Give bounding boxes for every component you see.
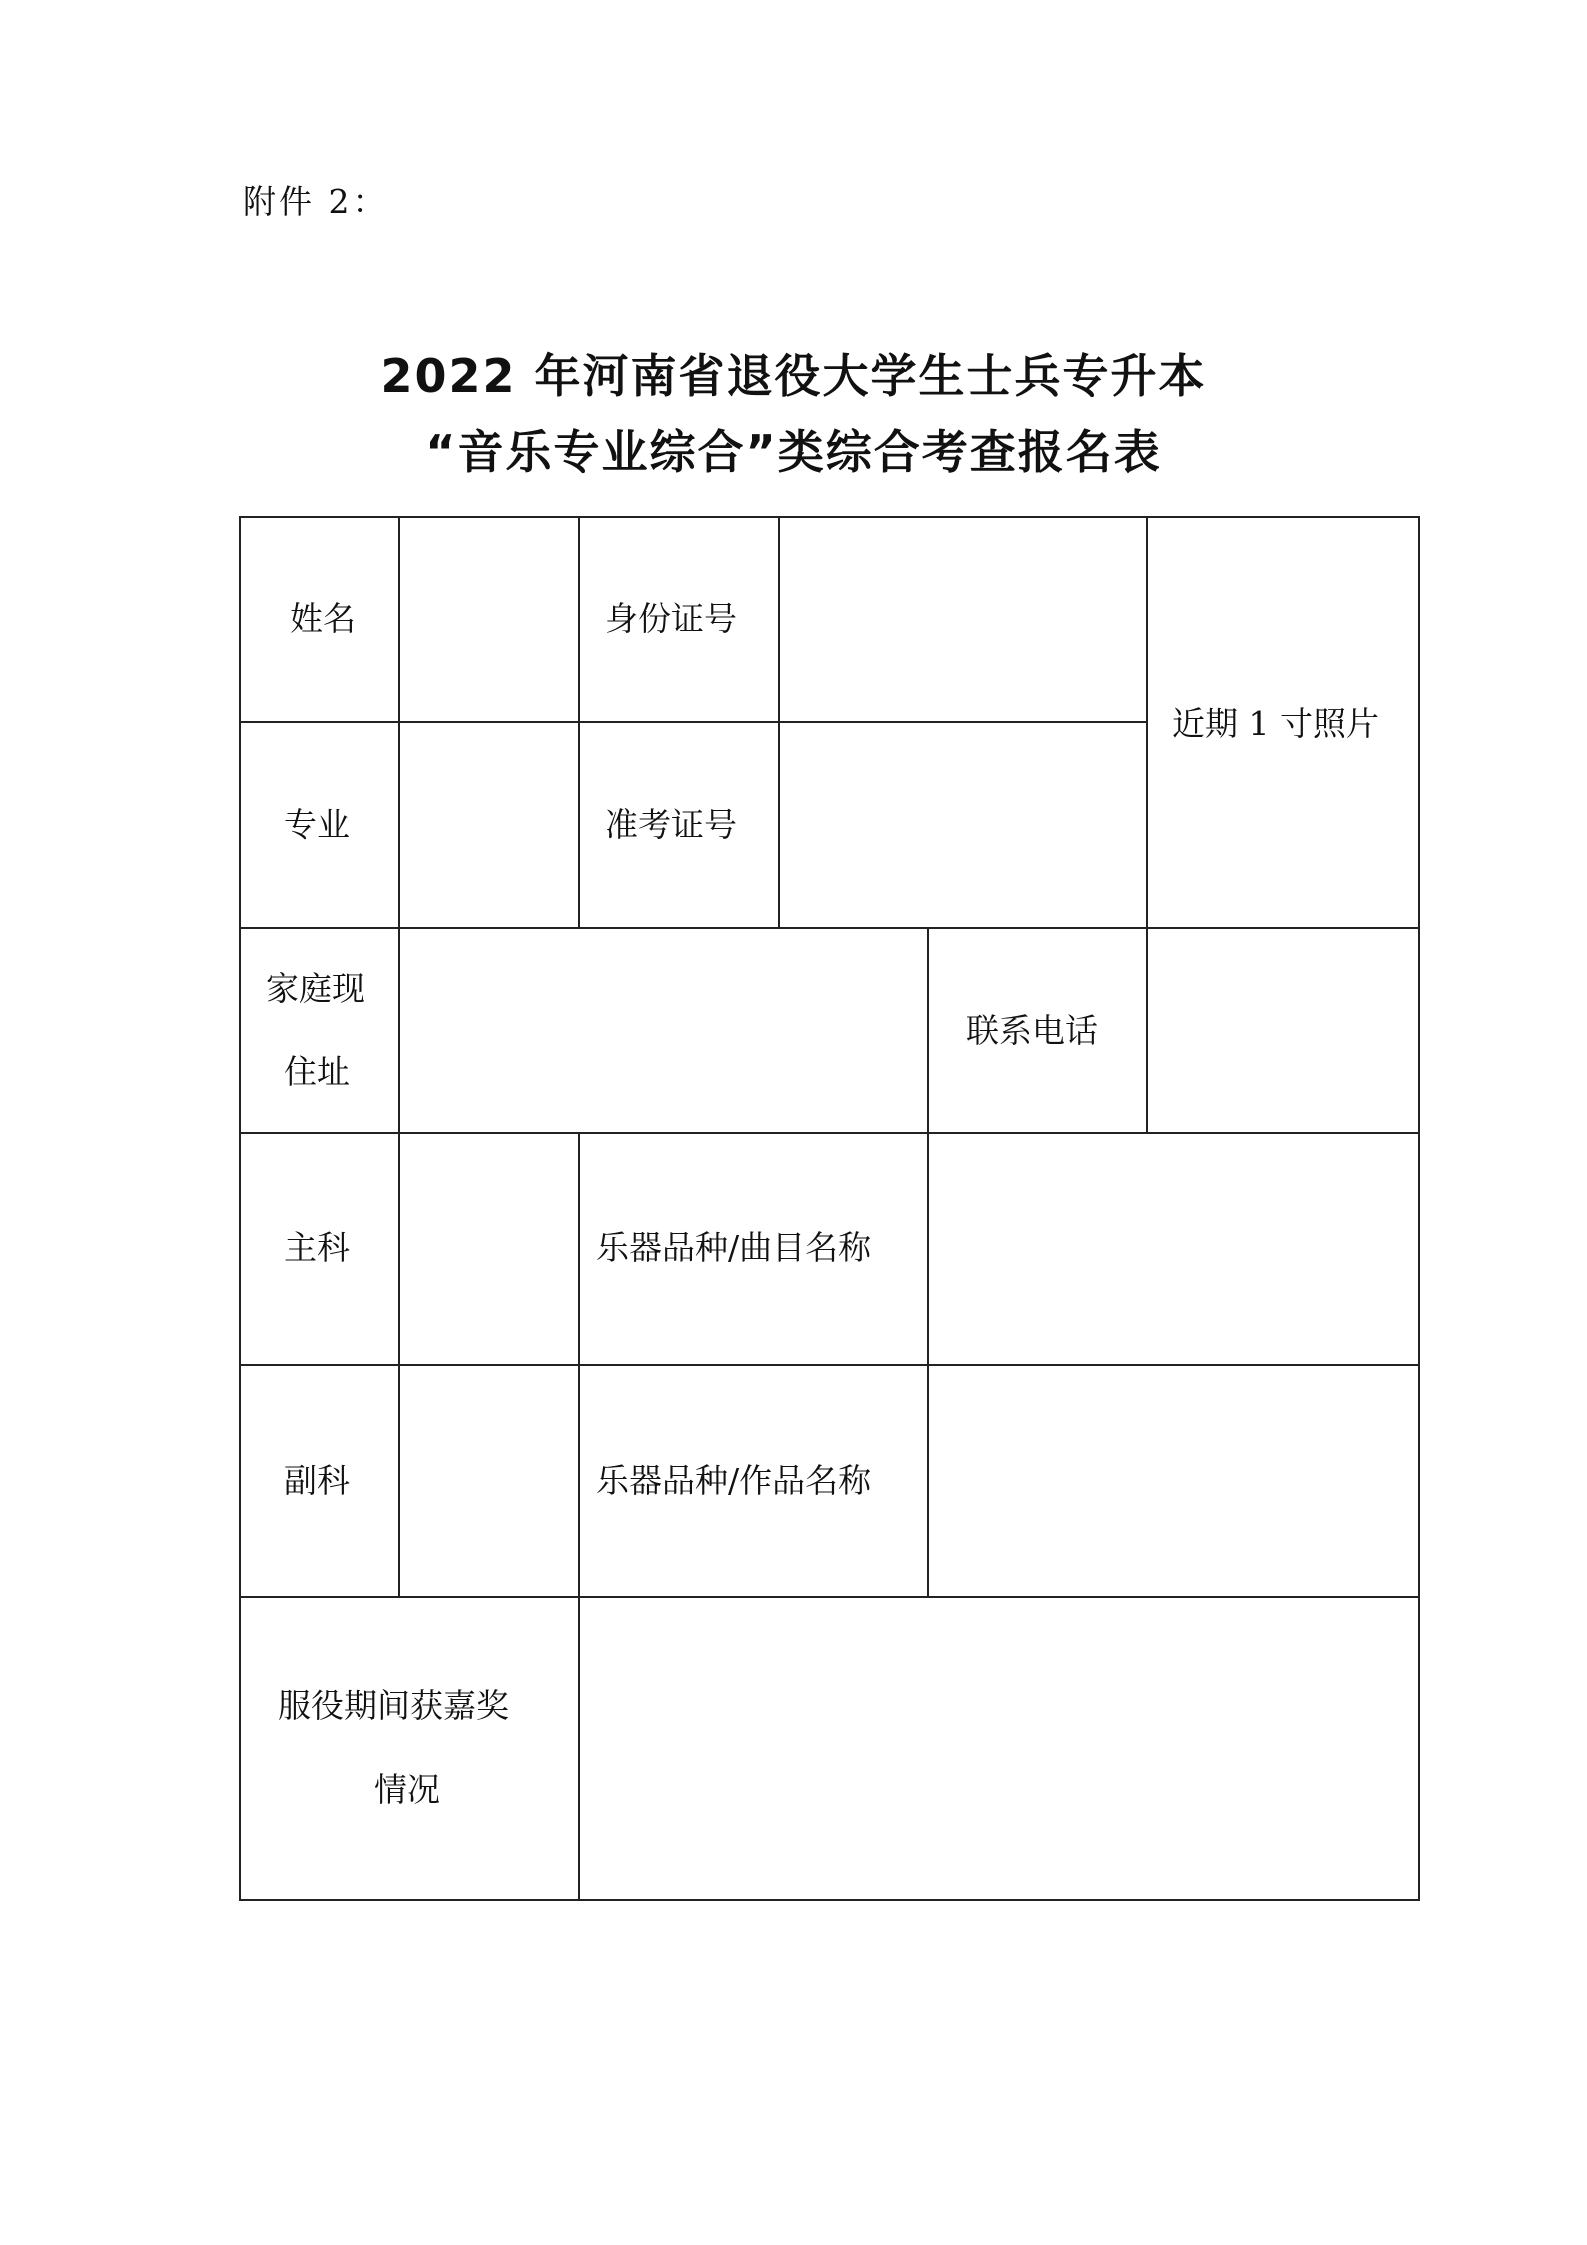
minor-subject-field[interactable] [400,1366,578,1596]
major-label: 专业 [284,805,350,844]
awards-label-line-1: 服役期间获嘉奖 [278,1686,509,1725]
attachment-label: 附件 2： [243,182,389,221]
major-field[interactable] [400,723,578,927]
phone-label: 联系电话 [966,1011,1098,1050]
main-subject-field[interactable] [400,1134,578,1364]
column-divider [1146,516,1148,929]
table-border-bottom [239,1899,1420,1901]
admission-ticket-label: 准考证号 [605,805,737,844]
main-instrument-field[interactable] [929,1134,1418,1364]
home-address-label-line-2: 住址 [284,1052,350,1091]
home-address-label-line-1: 家庭现 [266,969,365,1008]
name-field[interactable] [400,518,578,721]
table-border-right [1418,516,1420,1901]
admission-ticket-field[interactable] [780,723,1146,927]
column-divider [578,516,580,929]
name-label: 姓名 [290,599,356,638]
home-address-field[interactable] [400,929,927,1132]
minor-instrument-label: 乐器品种/作品名称 [596,1461,872,1500]
awards-label-line-2: 情况 [374,1770,440,1809]
minor-subject-label: 副科 [284,1461,350,1500]
column-divider [927,927,929,1134]
id-number-field[interactable] [780,518,1146,721]
form-title-line-2: “音乐专业综合”类综合考查报名表 [425,425,1162,479]
main-instrument-label: 乐器品种/曲目名称 [596,1228,872,1267]
photo-placeholder-label: 近期 1 寸照片 [1172,704,1379,743]
main-subject-label: 主科 [284,1228,350,1267]
minor-instrument-field[interactable] [929,1366,1418,1596]
id-number-label: 身份证号 [605,599,737,638]
column-divider [578,1132,580,1598]
table-border-left [239,516,241,1901]
phone-field[interactable] [1148,929,1418,1132]
form-title-line-1: 2022 年河南省退役大学生士兵专升本 [380,349,1207,403]
awards-field[interactable] [580,1598,1418,1899]
